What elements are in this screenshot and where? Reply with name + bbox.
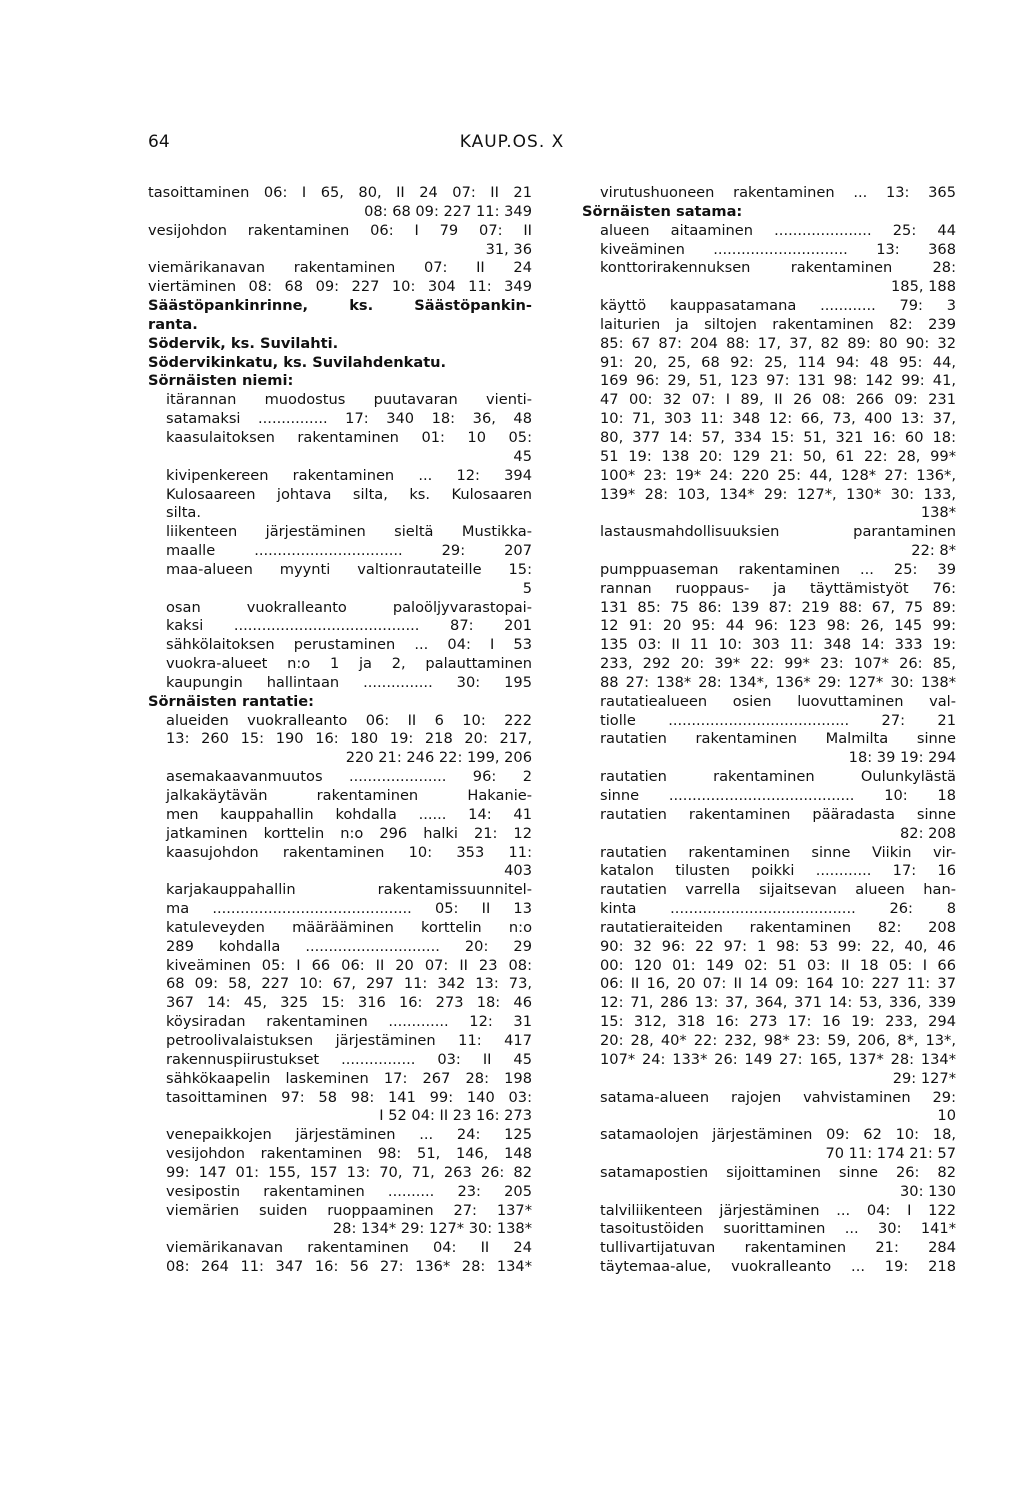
index-line: lastausmahdollisuuksien parantaminen — [600, 523, 956, 541]
index-line: tasoittaminen 06: I 65, 80, II 24 07: II 21 — [148, 184, 532, 201]
index-line: rautatien rakentaminen pääradasta sinne — [600, 805, 956, 823]
index-line: konttorirakennuksen rakentaminen 28: — [600, 259, 956, 277]
right-column — [582, 184, 956, 1277]
index-line: maa-alueen myynti valtionrautateille 15: — [166, 560, 532, 578]
index-line: kiveäminen 05: I 66 06: II 20 07: II 23 08: — [166, 956, 532, 974]
index-line: vesijohdon rakentaminen 06: I 79 07: II — [148, 221, 532, 239]
index-line: satamaolojen järjestäminen 09: 62 10: 18, — [600, 1126, 956, 1144]
index-line: satama-alueen rajojen vahvistaminen 29: — [600, 1088, 956, 1106]
index-line: 5 — [522, 579, 532, 597]
index-line: täytemaa-alue, vuokralleanto ... 19: 218 — [600, 1258, 956, 1276]
index-line: kinta ........................................ 26: 8 — [600, 900, 956, 918]
index-line: 08: 264 11: 347 16: 56 27: 136* 28: 134* — [166, 1258, 532, 1276]
index-line: 100* 23: 19* 24: 220 25: 44, 128* 27: 136*, — [600, 466, 956, 484]
index-line: jatkaminen korttelin n:o 296 halki 21: 12 — [166, 824, 532, 842]
index-line: kaasulaitoksen rakentaminen 01: 10 05: — [166, 428, 532, 446]
index-line: satamapostien sijoittaminen sinne 26: 82 — [600, 1163, 956, 1181]
index-line: Sörnäisten satama: — [582, 202, 743, 220]
index-line: 45 — [513, 447, 532, 465]
index-line: Säästöpankinrinne, ks. Säästöpankin- — [148, 297, 532, 315]
index-line: tullivartijatuvan rakentaminen 21: 284 — [600, 1239, 956, 1257]
index-line: 185, 188 — [891, 278, 956, 296]
index-line: 51 19: 138 20: 129 21: 50, 61 22: 28, 99* — [600, 447, 956, 465]
index-line: rakennuspiirustukset ................ 03: II 45 — [166, 1050, 532, 1068]
index-line: maalle ................................ 29: 207 — [166, 542, 532, 560]
index-line: 13: 260 15: 190 16: 180 19: 218 20: 217, — [166, 730, 532, 748]
index-line: pumppuaseman rakentaminen ... 25: 39 — [600, 560, 956, 578]
index-line: 12: 71, 286 13: 37, 364, 371 14: 53, 336, 339 — [600, 994, 956, 1012]
index-line: virutushuoneen rakentaminen ... 13: 365 — [600, 184, 956, 201]
index-line: 80, 377 14: 57, 334 15: 51, 321 16: 60 18: — [600, 428, 956, 446]
index-line: köysiradan rakentaminen ............. 12: 31 — [166, 1013, 532, 1031]
index-line: 88 27: 138* 28: 134*, 136* 29: 127* 30: 138* — [600, 673, 956, 691]
index-line: 99: 147 01: 155, 157 13: 70, 71, 263 26: 82 — [166, 1163, 532, 1181]
index-line: 82: 208 — [900, 824, 956, 842]
index-line: 29: 127* — [892, 1069, 956, 1087]
index-line: venepaikkojen järjestäminen ... 24: 125 — [166, 1126, 532, 1144]
index-line: sinne ........................................ 10: 18 — [600, 787, 956, 804]
index-line: 233, 292 20: 39* 22: 99* 23: 107* 26: 85, — [600, 655, 956, 673]
index-line: talviliikenteen järjestäminen ... 04: I 122 — [600, 1201, 956, 1219]
index-line: 131 85: 75 86: 139 87: 219 88: 67, 75 89: — [600, 598, 956, 616]
index-line: kivipenkereen rakentaminen ... 12: 394 — [166, 466, 532, 484]
index-line: viemärien suiden ruoppaaminen 27: 137* — [166, 1201, 532, 1219]
index-line: ma ........................................... 05: II 13 — [166, 900, 532, 918]
index-line: viemärikanavan rakentaminen 04: II 24 — [166, 1239, 532, 1257]
index-line: liikenteen järjestäminen sieltä Mustikka- — [166, 523, 532, 541]
index-line: vesipostin rakentaminen .......... 23: 205 — [166, 1182, 532, 1200]
index-line: 91: 20, 25, 68 92: 25, 114 94: 48 95: 44, — [600, 353, 956, 371]
running-head: KAUP.OS. X — [459, 132, 565, 152]
index-line: vesijohdon rakentaminen 98: 51, 146, 148 — [166, 1145, 532, 1163]
index-line: 139* 28: 103, 134* 29: 127*, 130* 30: 133, — [600, 485, 956, 503]
index-line: petroolivalaistuksen järjestäminen 11: 417 — [166, 1031, 532, 1049]
index-line: 08: 68 09: 227 11: 349 — [364, 202, 532, 220]
index-line: tasoittaminen 97: 58 98: 141 99: 140 03: — [166, 1088, 532, 1106]
index-line: 47 00: 32 07: I 89, II 26 08: 266 09: 231 — [600, 391, 956, 409]
index-line: karjakauppahallin rakentamissuunnitel- — [166, 881, 532, 899]
index-line: alueiden vuokralleanto 06: II 6 10: 222 — [166, 711, 532, 729]
index-line: tiolle ....................................... 27: 21 — [600, 711, 956, 729]
index-line: I 52 04: II 23 16: 273 — [379, 1107, 532, 1125]
index-line: 135 03: II 11 10: 303 11: 348 14: 333 19: — [600, 636, 956, 654]
index-line: asemakaavanmuutos ..................... 96: 2 — [166, 768, 532, 786]
index-line: 28: 134* 29: 127* 30: 138* — [332, 1220, 532, 1238]
index-line: viertäminen 08: 68 09: 227 10: 304 11: 349 — [148, 278, 532, 296]
index-line: kaupungin hallintaan ............... 30: 195 — [166, 673, 532, 691]
index-line: 30: 130 — [900, 1182, 956, 1200]
index-line: kaasujohdon rakentaminen 10: 353 11: — [166, 843, 532, 861]
index-line: rautatien varrella sijaitsevan alueen han- — [600, 881, 956, 899]
index-line: 12 91: 20 95: 44 96: 123 98: 26, 145 99: — [600, 617, 956, 635]
index-line: satamaksi ............... 17: 340 18: 36, 48 — [166, 410, 532, 428]
index-line: Södervik, ks. Suvilahti. — [148, 334, 339, 352]
index-line: 22: 8* — [911, 542, 956, 560]
index-line: 68 09: 58, 227 10: 67, 297 11: 342 13: 73, — [166, 975, 532, 993]
index-line: kiveäminen ............................. 13: 368 — [600, 240, 956, 258]
index-line: 06: II 16, 20 07: II 14 09: 164 10: 227 11: 37 — [600, 975, 956, 993]
index-line: 00: 120 01: 149 02: 51 03: II 18 05: I 66 — [600, 956, 956, 974]
index-line: sähkökaapelin laskeminen 17: 267 28: 198 — [166, 1069, 532, 1087]
index-line: alueen aitaaminen ..................... 25: 44 — [600, 221, 956, 239]
index-line: 31, 36 — [485, 240, 532, 258]
index-line: 169 96: 29, 51, 123 97: 131 98: 142 99: 41, — [600, 372, 956, 390]
index-line: 289 kohdalla ............................. 20: 29 — [166, 937, 532, 955]
index-line: käyttö kauppasatamana ............ 79: 3 — [600, 297, 956, 315]
index-line: 138* — [920, 504, 956, 522]
index-line: tasoitustöiden suorittaminen ... 30: 141* — [600, 1220, 956, 1238]
index-line: rautatien rakentaminen Oulunkylästä — [600, 768, 956, 786]
index-line: jalkakäytävän rakentaminen Hakanie- — [166, 787, 532, 804]
index-line: 10 — [937, 1107, 956, 1125]
index-line: katalon tilusten poikki ............ 17: 16 — [600, 862, 956, 880]
index-line: 367 14: 45, 325 15: 316 16: 273 18: 46 — [166, 994, 532, 1012]
index-line: 220 21: 246 22: 199, 206 — [345, 749, 532, 767]
index-line: rautatien rakentaminen sinne Viikin vir- — [600, 843, 956, 861]
index-line: sähkölaitoksen perustaminen ... 04: I 53 — [166, 636, 532, 654]
index-line: laiturien ja siltojen rakentaminen 82: 239 — [600, 315, 956, 333]
index-line: 15: 312, 318 16: 273 17: 16 19: 233, 294 — [600, 1013, 956, 1031]
index-line: rautatieraiteiden rakentaminen 82: 208 — [600, 918, 956, 936]
index-line: Sörnäisten rantatie: — [148, 692, 314, 710]
index-line: silta. — [166, 504, 202, 522]
left-column — [148, 184, 532, 1277]
index-line: rannan ruoppaus- ja täyttämistyöt 76: — [600, 579, 956, 597]
index-line: Kulosaareen johtava silta, ks. Kulosaaren — [166, 485, 532, 503]
index-line: viemärikanavan rakentaminen 07: II 24 — [148, 259, 532, 277]
index-line: 70 11: 174 21: 57 — [825, 1145, 956, 1163]
index-line: 85: 67 87: 204 88: 17, 37, 82 89: 80 90: 32 — [600, 334, 956, 352]
index-line: 90: 32 96: 22 97: 1 98: 53 99: 22, 40, 46 — [600, 937, 956, 955]
index-line: ranta. — [148, 315, 198, 333]
index-line: Södervikinkatu, ks. Suvilahdenkatu. — [148, 353, 447, 371]
index-line: kaksi ........................................ 87: 201 — [166, 617, 532, 635]
index-line: Sörnäisten niemi: — [148, 372, 294, 390]
index-line: katuleveyden määrääminen korttelin n:o — [166, 918, 532, 936]
index-line: 18: 39 19: 294 — [848, 749, 956, 767]
index-line: vuokra-alueet n:o 1 ja 2, palauttaminen — [166, 655, 532, 673]
index-line: rautatiealueen osien luovuttaminen val- — [600, 692, 956, 710]
index-line: 107* 24: 133* 26: 149 27: 165, 137* 28: 134* — [600, 1050, 956, 1068]
index-line: itärannan muodostus puutavaran vienti- — [166, 391, 532, 409]
index-line: 10: 71, 303 11: 348 12: 66, 73, 400 13: 37, — [600, 410, 956, 428]
index-line: men kauppahallin kohdalla ...... 14: 41 — [166, 805, 532, 823]
index-line: osan vuokralleanto paloöljyvarastopai- — [166, 598, 532, 616]
index-line: 20: 28, 40* 22: 232, 98* 23: 59, 206, 8*, 13*, — [600, 1031, 956, 1049]
index-line: 403 — [504, 862, 532, 880]
page-number: 64 — [148, 132, 170, 152]
index-line: rautatien rakentaminen Malmilta sinne — [600, 730, 956, 748]
